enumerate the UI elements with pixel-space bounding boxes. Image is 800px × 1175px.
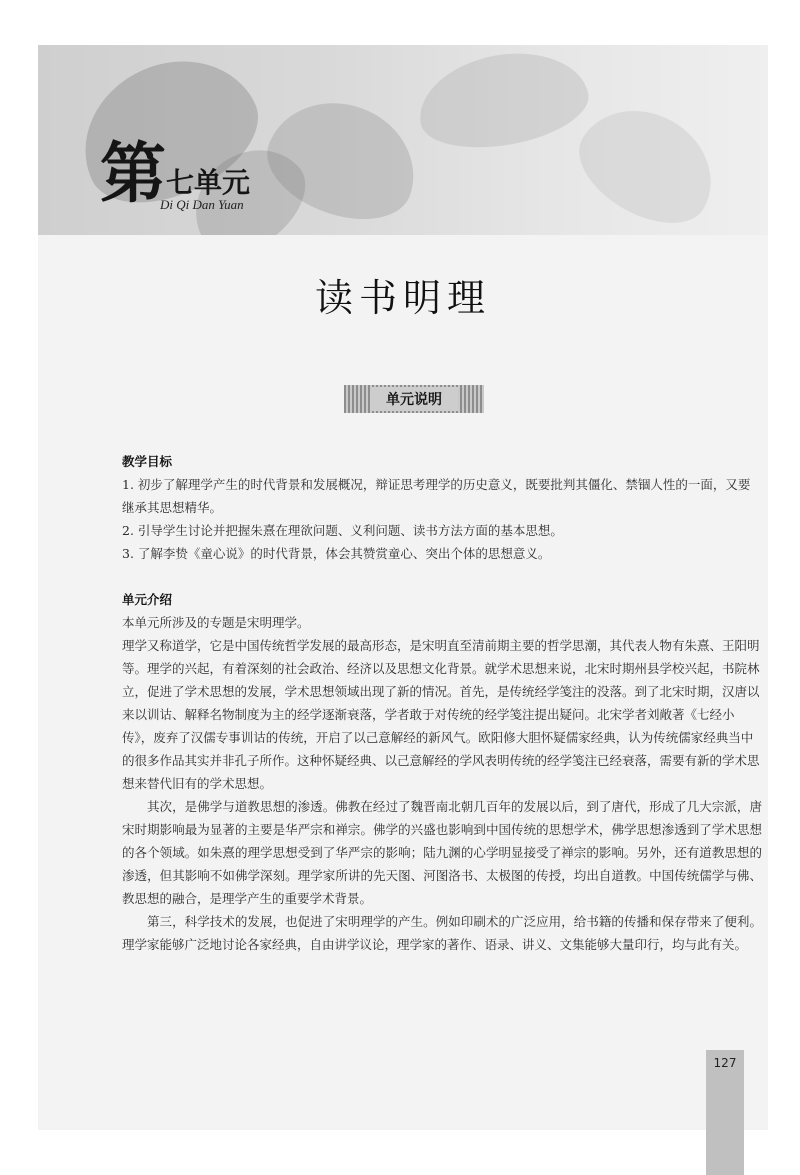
leaf-decoration	[562, 87, 733, 235]
goals-heading: 教学目标	[122, 454, 173, 469]
goal-item: 1. 初步了解理学产生的时代背景和发展概况，辩证思考理学的历史意义，既要批判其僵化、禁锢人性的一面，又要继承其思想精华。	[122, 477, 751, 515]
intro-paragraph: 理学又称道学，它是中国传统哲学发展的最高形态，是宋明直至清前期主要的哲学思潮，其代表人物有朱熹、王阳明等。理学的兴起，有着深刻的社会政治、经济以及思想文化背景。就学术思想来说，北宋时期州县学校兴起，书院林立，促进了学术思想的发展，学术思想领域出现了新的情况。首先，是传统经学笺注的没落。到了北宋时期，汉唐以来以训诂、解释名物制度为主的经学逐渐衰落，学者敢于对传统的经学笺注提出疑问。北宋学者刘敞著《七经小传》，废弃了汉儒专事训诂的传统，开启了以己意解经的新风气。欧阳修大胆怀疑儒家经典，认为传统儒家经典当中的很多作品其实并非孔子所作。这种怀疑经典、以己意解经的学风表明传统的经学笺注已经衰落，需要有新的学术思想来替代旧有的学术思想。	[122, 638, 760, 791]
page-number: 127	[713, 1056, 737, 1070]
intro-paragraph: 其次，是佛学与道教思想的渗透。佛教在经过了魏晋南北朝几百年的发展以后，到了唐代，形成了几大宗派，唐宋时期影响最为显著的主要是华严宗和禅宗。佛学的兴盛也影响到中国传统的思想学术，佛学思想渗透到了学术思想的各个领域。如朱熹的理学思想受到了华严宗的影响；陆九渊的心学明显接受了禅宗的影响。另外，还有道教思想的渗透，但其影响不如佛学深刻。理学家所讲的先天图、河图洛书、太极图的传授，均出自道教。中国传统儒学与佛、教思想的融合，是理学产生的重要学术背景。	[122, 799, 762, 906]
goal-item: 3. 了解李贽《童心说》的时代背景，体会其赞赏童心、突出个体的思想意义。	[122, 546, 551, 561]
unit-ordinal-char: 第	[100, 134, 166, 212]
intro-paragraph: 第三，科学技术的发展，也促进了宋明理学的产生。例如印刷术的广泛应用，给书籍的传播和保存带来了便利。理学家能够广泛地讨论各家经典，自由讲学议论，理学家的著作、语录、讲义、文集能够大量印行，均与此有关。	[122, 914, 762, 952]
textbook-page	[38, 45, 768, 1130]
page-number-tab	[706, 1050, 744, 1175]
goal-item: 2. 引导学生讨论并把握朱熹在理欲问题、义利问题、读书方法方面的基本思想。	[122, 523, 563, 538]
header-banner	[38, 45, 768, 235]
intro-heading: 单元介绍	[122, 592, 173, 607]
unit-number-label: 七单元	[166, 166, 251, 199]
intro-paragraph: 本单元所涉及的专题是宋明理学。	[122, 615, 310, 630]
section-tag	[344, 385, 484, 413]
unit-pinyin: Di Qi Dan Yuan	[160, 197, 244, 212]
page-title: 读书明理	[314, 276, 491, 320]
leaf-decoration	[411, 45, 594, 159]
content-body	[122, 450, 762, 956]
section-tag-label: 单元说明	[370, 387, 458, 411]
